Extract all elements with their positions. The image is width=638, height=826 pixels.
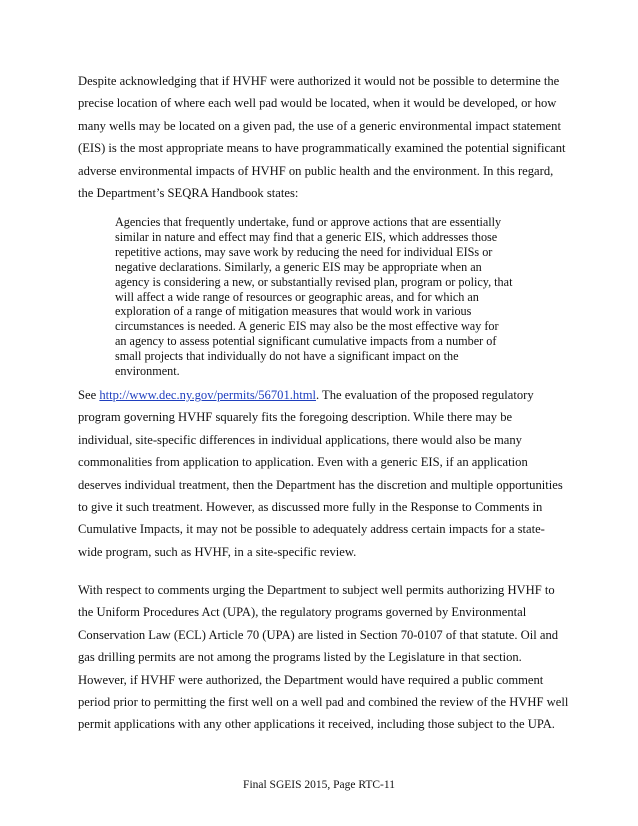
quote-line: agency is considering a new, or substantially revised plan, program or policy, that (115, 274, 513, 289)
quote-line: environment. (115, 364, 180, 379)
text-line: individual, site-specific differences in individual applications, there would also be many (78, 432, 522, 447)
block-quote-seqra-handbook (115, 215, 535, 379)
dec-permits-link[interactable]: http://www.dec.ny.gov/permits/56701.html (99, 388, 316, 402)
quote-line: an agency to assess potential significant cumulative impacts from a number of (115, 334, 497, 349)
quote-line: exploration of a range of mitigation measures that would work in various (115, 304, 472, 319)
text-line: commonalities from application to application. Even with a generic EIS, if an application (78, 455, 528, 470)
quote-line: small projects that individually do not have a significant impact on the (115, 349, 459, 364)
paragraph-generic-eis-evaluation (78, 384, 568, 563)
see-prefix: See (78, 388, 100, 402)
quote-line: repetitive actions, may save work by reducing the need for individual EISs or (115, 244, 493, 259)
quote-line: similar in nature and effect may find that a generic EIS, which addresses those (115, 229, 498, 244)
text-line: With respect to comments urging the Department to subject well permits authorizing HVHF to (78, 583, 555, 597)
text-line (78, 384, 568, 406)
paragraph-upa (78, 579, 568, 736)
text-line: Conservation Law (ECL) Article 70 (UPA) are listed in Section 70-0107 of that statute. Oil and (78, 627, 559, 642)
quote-line: will affect a wide range of resources or geographic areas, and for which an (115, 289, 479, 304)
text-line-rest: . The evaluation of the proposed regulatory (315, 388, 534, 402)
text-line: (EIS) is the most appropriate means to have programmatically examined the potential significant (78, 141, 566, 156)
text-line: gas drilling permits are not among the programs listed by the Legislature in that section. (78, 650, 522, 665)
text-line: the Uniform Procedures Act (UPA), the regulatory programs governed by Environmental (78, 605, 527, 620)
text-line: permit applications with any other applications it received, including those subject to the UPA. (78, 717, 555, 732)
quote-line: Agencies that frequently undertake, fund or approve actions that are essentially (115, 215, 502, 229)
text-line: period prior to permitting the first well on a well pad and combined the review of the HVHF well (78, 695, 569, 710)
text-line: Cumulative Impacts, it may not be possible to adequately address certain impacts for a state- (78, 522, 545, 537)
text-line: many wells may be located on a given pad, the use of a generic environmental impact statement (78, 118, 561, 133)
page-footer: Final SGEIS 2015, Page RTC-11 (243, 779, 395, 791)
text-line: However, if HVHF were authorized, the Department would have required a public comment (78, 672, 544, 687)
paragraph-seqra-intro (78, 70, 568, 204)
text-line: Despite acknowledging that if HVHF were authorized it would not be possible to determine the (78, 74, 560, 88)
text-line: wide program, such as HVHF, in a site-specific review. (78, 544, 357, 559)
quote-line: negative declarations. Similarly, a generic EIS may be appropriate when an (115, 259, 482, 274)
text-line: adverse environmental impacts of HVHF on public health and the environment. In this regard, (78, 163, 554, 178)
text-line: to give it such treatment. However, as discussed more fully in the Response to Comments in (78, 500, 543, 515)
text-line: the Department’s SEQRA Handbook states: (78, 186, 299, 201)
text-line: program governing HVHF squarely fits the foregoing description. While there may be (78, 410, 513, 425)
quote-line: circumstances is needed. A generic EIS may also be the most effective way for (115, 319, 499, 334)
text-line: deserves individual treatment, then the Department has the discretion and multiple opportunities (78, 477, 563, 492)
text-line: precise location of where each well pad would be located, when it would be developed, or how (78, 96, 557, 111)
